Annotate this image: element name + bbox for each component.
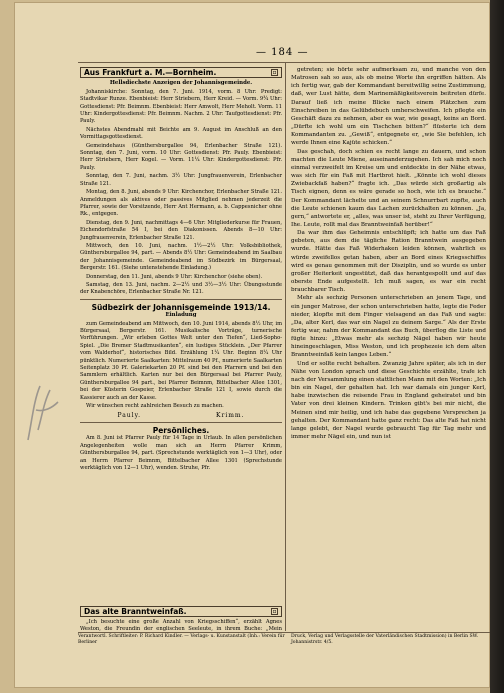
announcement-paragraph: Johanniskirche: Sonntag, den 7. Juni. 1914, vorm. 8 Uhr: Predigt: Stadtvikar Runze. Ebenbieist: Herr Striebern, Herr Kreid. — Vorm. 9¾ Uhr: Gottesdienst: Pfr. Beimnm. Ebenbieist: Herr Amwolt, Herr Meholt. Vorm. 11 Uhr: Kindergottesdienst: Pfr. Beimnm. Nachm. 2 Uhr: Taufgottesdienst: Pfr. Pauly. [80,88,282,125]
branntweinfass-title: Das alte Branntweinfaß. [84,607,187,616]
einladung-subtitle: Einladung [165,312,197,319]
invitation-paragraph: zum Gemeindeabend am Mittwoch, den 10. Juni 1914, abends 8½ Uhr, im Bürgersaal, Bergerstr. 161. Musikalische Vorträge, turnerische Vorführungen. „Wir erleben Gottes Welt unter den Tiefen“, Lied-Sopho-Spiel. „Die Bremer Stadtmusikanten“, ein lustiges Stücklein. „Der Pfarrer vom Walderhof“, historisches Bild. Erzählung 1¼ Uhr. Beginn 8¼ Uhr pünktlich. Numerierte Saalkarten: Mittelraum 40 Pf., numerierte Saalkarten Seitenplatz 30 Pf. Galeriekarten 20 Pf. sind bei den Pfarrern und bei den Sammlern erhältlich. Karten nur bei den Bürgersaal bei Pfarrer Pauly, Günthersburgallee 94 part., bei Pfarrer Beimnm, Bittelbacher Allee 1301, bei der Küsterin Gospeier, Erlenbacher Straße 121 I, sowie durch die Kassierer auch an der Kasse. [80,320,282,401]
imprint-footer [78,632,490,646]
announcement-paragraph: Nächstes Abendmahl mit Beichte am 9. August im Anschluß an den Vormittagsgottesdienst. [80,126,282,141]
page-number: — 184 — [256,47,309,58]
frankfurt-title: Aus Frankfurt a. M.—Bornheim. [84,68,217,77]
signature-krimm: Krimm. [215,412,245,420]
top-rule [78,62,490,63]
binding-edge [490,0,504,693]
announcement-paragraph: Mittwoch, den 10. Juni, nachm. 1½—2½ Uhr: Volksbibliothek, Günthersburgallee 94, part. — Abends 8½ Uhr: Gemeindeabend im Saalbau der Johannisgemeinde. Gemeindeabend im Südbezirk im Bürgersaal, Bergerstr. 161. (Siehe untenstehende Einladung.) [80,242,282,272]
invitation-paragraph: Wir wünschen recht zahlreichen Besuch zu machen. [86,403,224,410]
story-paragraph: Und er sollte recht behalten. Zwanzig Jahre später, als ich in der Nähe von London sprach und diese Geschichte erzählte, trafe ich nach der Versammlung einen stattlichen Mann mit den Worten: „Ich bin ein Nagel, der gehalten hat. Ich war damals ein junger Kerl, habe inzwischen die reisende Frau in England geheiratet und bin Vater von drei kleinen Kindern. Trinken gibt's bei mir nicht, die Meinen sind mir heilig, und ich habe das gegebene Versprechen ja gehalten. Der Kommandant hatte ganz recht: Das alte Faß hat nicht lange gelebt, der Nagel wurde gebraucht Tag für Tag mehr und immer mehr Nägel ein, und nun ist [291,360,486,441]
announcement-paragraph: Dienstag, den 9. Juni, nachmittags 4—6 Uhr: Mitgliederkurse für Frauen, Eichendorfstraße 54 I, bei den Diakonissen. Abends 8—10 Uhr: Jungfrauenverein, Erlenbacher Straße 121. [80,219,282,241]
personal-paragraph: Am 8. Juni ist Pfarrer Pauly für 14 Tage in Urlaub. In allen persönlichen Angelegenheiten wolle man sich an Herrn Pfarrer Krimm, Günthersburgallee 94, part. (Sprechstunde werktäglich von 1—3 Uhr), oder an Herrn Pfarrer Beimnm, Bittelbacher Allee 1301 (Sprechstunde werktäglich von 12—1 Uhr), wenden. Struhe, Pfr. [80,435,282,471]
announcement-paragraph: Gemeindehaus (Günthersburgallee 94, Erlenbacher Straße 121). Sonntag, den 7. Juni, vorm. 10 Uhr: Gottesdienst: Pfr. Pauly. Ebenbieist: Herr Striebern, Herr Kogel. — Vorm. 11¼ Uhr: Kindergottesdienst: Pfr. Pauly. [80,142,282,171]
left-column [80,66,282,604]
box-square-icon: ▫ [272,608,277,615]
story-paragraph: getreten; sie hörte sehr aufmerksam zu, und manche von den Matrosen sah so aus, als ob meine Worte ihn ergriffen hätten. Als ich fertig war, gab der Kommandant bereitwillig seine Zustimmung, daß, wer Lust hätte, dem Marinemäßigkeitsverein beitreten dürfe. Darauf ließ ich meine Blicke nach einem Plätzchen zum Einschreiben in das Gelübdebuch umherschweifen. Ich pflegte ein Geschäft dazu zu nehmen, aber es war, wie gesagt, keins an Bord. „Dürfte ich wohl um ein Tischchen bitten?“ flüsterte ich dem Kommandanten zu. „Gewiß“, entgegnete er, „wie Sie befehlen, ich werde Ihnen eine Kajüte schicken.“ [291,67,486,147]
persoenliches-title: Persönliches. [152,425,210,435]
imprint-left: Verantwortl. Schriftleiter: P. Richard Kindler. — Verlags- u. Kunstanstalt (Inh.: Verein für Berliner [78,634,285,646]
frankfurt-box-header [80,67,282,78]
section-rule [80,422,282,423]
column-rule [285,63,286,631]
signature-pauly: Pauly. [117,412,142,420]
story-paragraph: Mehr als sechzig Personen unterschrieben an jenem Tage, und ein junger Matrose, der schon unterschrieben hatte, legte die Feder nieder, klopfte mit dem Finger vielsagend an das Faß und sagte: „Da, alter Kerl, das war ein Nagel zu deinem Sarge.“ Als der Erste fertig war, nahm der Kommandant das Buch, überflog die Liste und fügte hinzu: „Etwas mehr als sechzig Nägel haben wir heute hineingeschlagen, Miss Weston, und ich prophezeie ich dem alten Branntweinfaß kein langes Leben.“ [291,295,486,359]
section-rule [80,299,282,300]
branntweinfass-start [80,605,282,631]
frankfurt-subtitle: Hellsdiechste Anzeigen der Johannisgemeinde. [109,80,253,87]
branntweinfass-box-header [80,606,282,617]
announcement-paragraph: Sonntag, den 7. Juni, nachm. 3½ Uhr: Jungfrauenverein, Erlenbacher Straße 121. [80,173,282,187]
suedbezirk-title: Südbezirk der Johannisgemeinde 1913/14. [91,302,271,312]
story-paragraph: „Ich besuchte eine große Anzahl von Kriegsschiffen“, erzählt Agnes Weston, die Freundin der englischen Seeleute, in ihrem Buche: „Mein [80,619,282,631]
announcement-paragraph: Montag, den 8. Juni, abends 9 Uhr: Kirchenchor, Erlenbacher Straße 121. Anmeldungen als aktives oder passives Mitglied nehmen jederzeit die Pfarrer, sowie der Vorsitzende, Herr Ant Hermann, a. b. Cappesnicher ohne Rk., entgegen. [80,189,282,218]
announcement-paragraph: Samstag, den 13. Juni, nachm. 2—2½ und 3½—3½ Uhr: Übungsstunde der Knabenchöre, Erlenbacher Straße Nr. 121. [80,281,282,296]
pencil-mark [22,380,64,450]
imprint-right: Druck, Verlag und Verlagsstelle der Vaterländischen Stadtmission) in Berlin SW. Johannistrstr. 4/5. [290,634,479,646]
story-paragraph: Das geschah, doch schien es recht lange zu dauern, und schon machten die Leute Miene, auseinanderzugehen. Ich sah mich noch einmal verzweifelt im Kreise um und entdeckte in der Nähe etwas, was sich für ein Faß mit Hartbrot hielt. „Könnte ich wohl dieses Zwiebackfaß haben?“ fragte ich. „Das würde sich großartig als Tisch eignen, denn es wäre gerade so hoch, wie ich es brauche.“ Der Kommandant lächelte und an seinem Schnurrbart zupfte, auch die Leute schienen kaum das Lachen zurückhalten zu können. „Ja, gern,“ antwortete er, „alles, was unser ist, steht zu Ihrer Verfügung, Ihe. Leute, rollt mal das Branntweinfaß herüber!“ [291,148,486,228]
right-column [291,66,486,604]
box-square-icon: ▫ [272,69,277,76]
announcement-paragraph: Donnerstag, den 11. Juni, abends 9 Uhr: Kirchenchor (siehe oben). [86,273,263,280]
story-paragraph: Da war ihm das Geheimnis entschlüpft; ich hatte um das Faß gebeten, aus dem die tägliche Ration Branntwein ausgegeben wurde. Hätte das Faß Widerhaken leiden können, wahrlich es würde zweifellos getan haben, aber an Bord eines Kriegsschiffes wird es genau genommen mit der Disziplin, und so wurde es unter großer Heiterkeit ungestützt, daß das herantgespollt und auf das oberste Ende aufgestellt. Ich muß sagen, es war ein recht brauchbarer Tisch. [291,230,486,294]
signatures [80,412,282,419]
